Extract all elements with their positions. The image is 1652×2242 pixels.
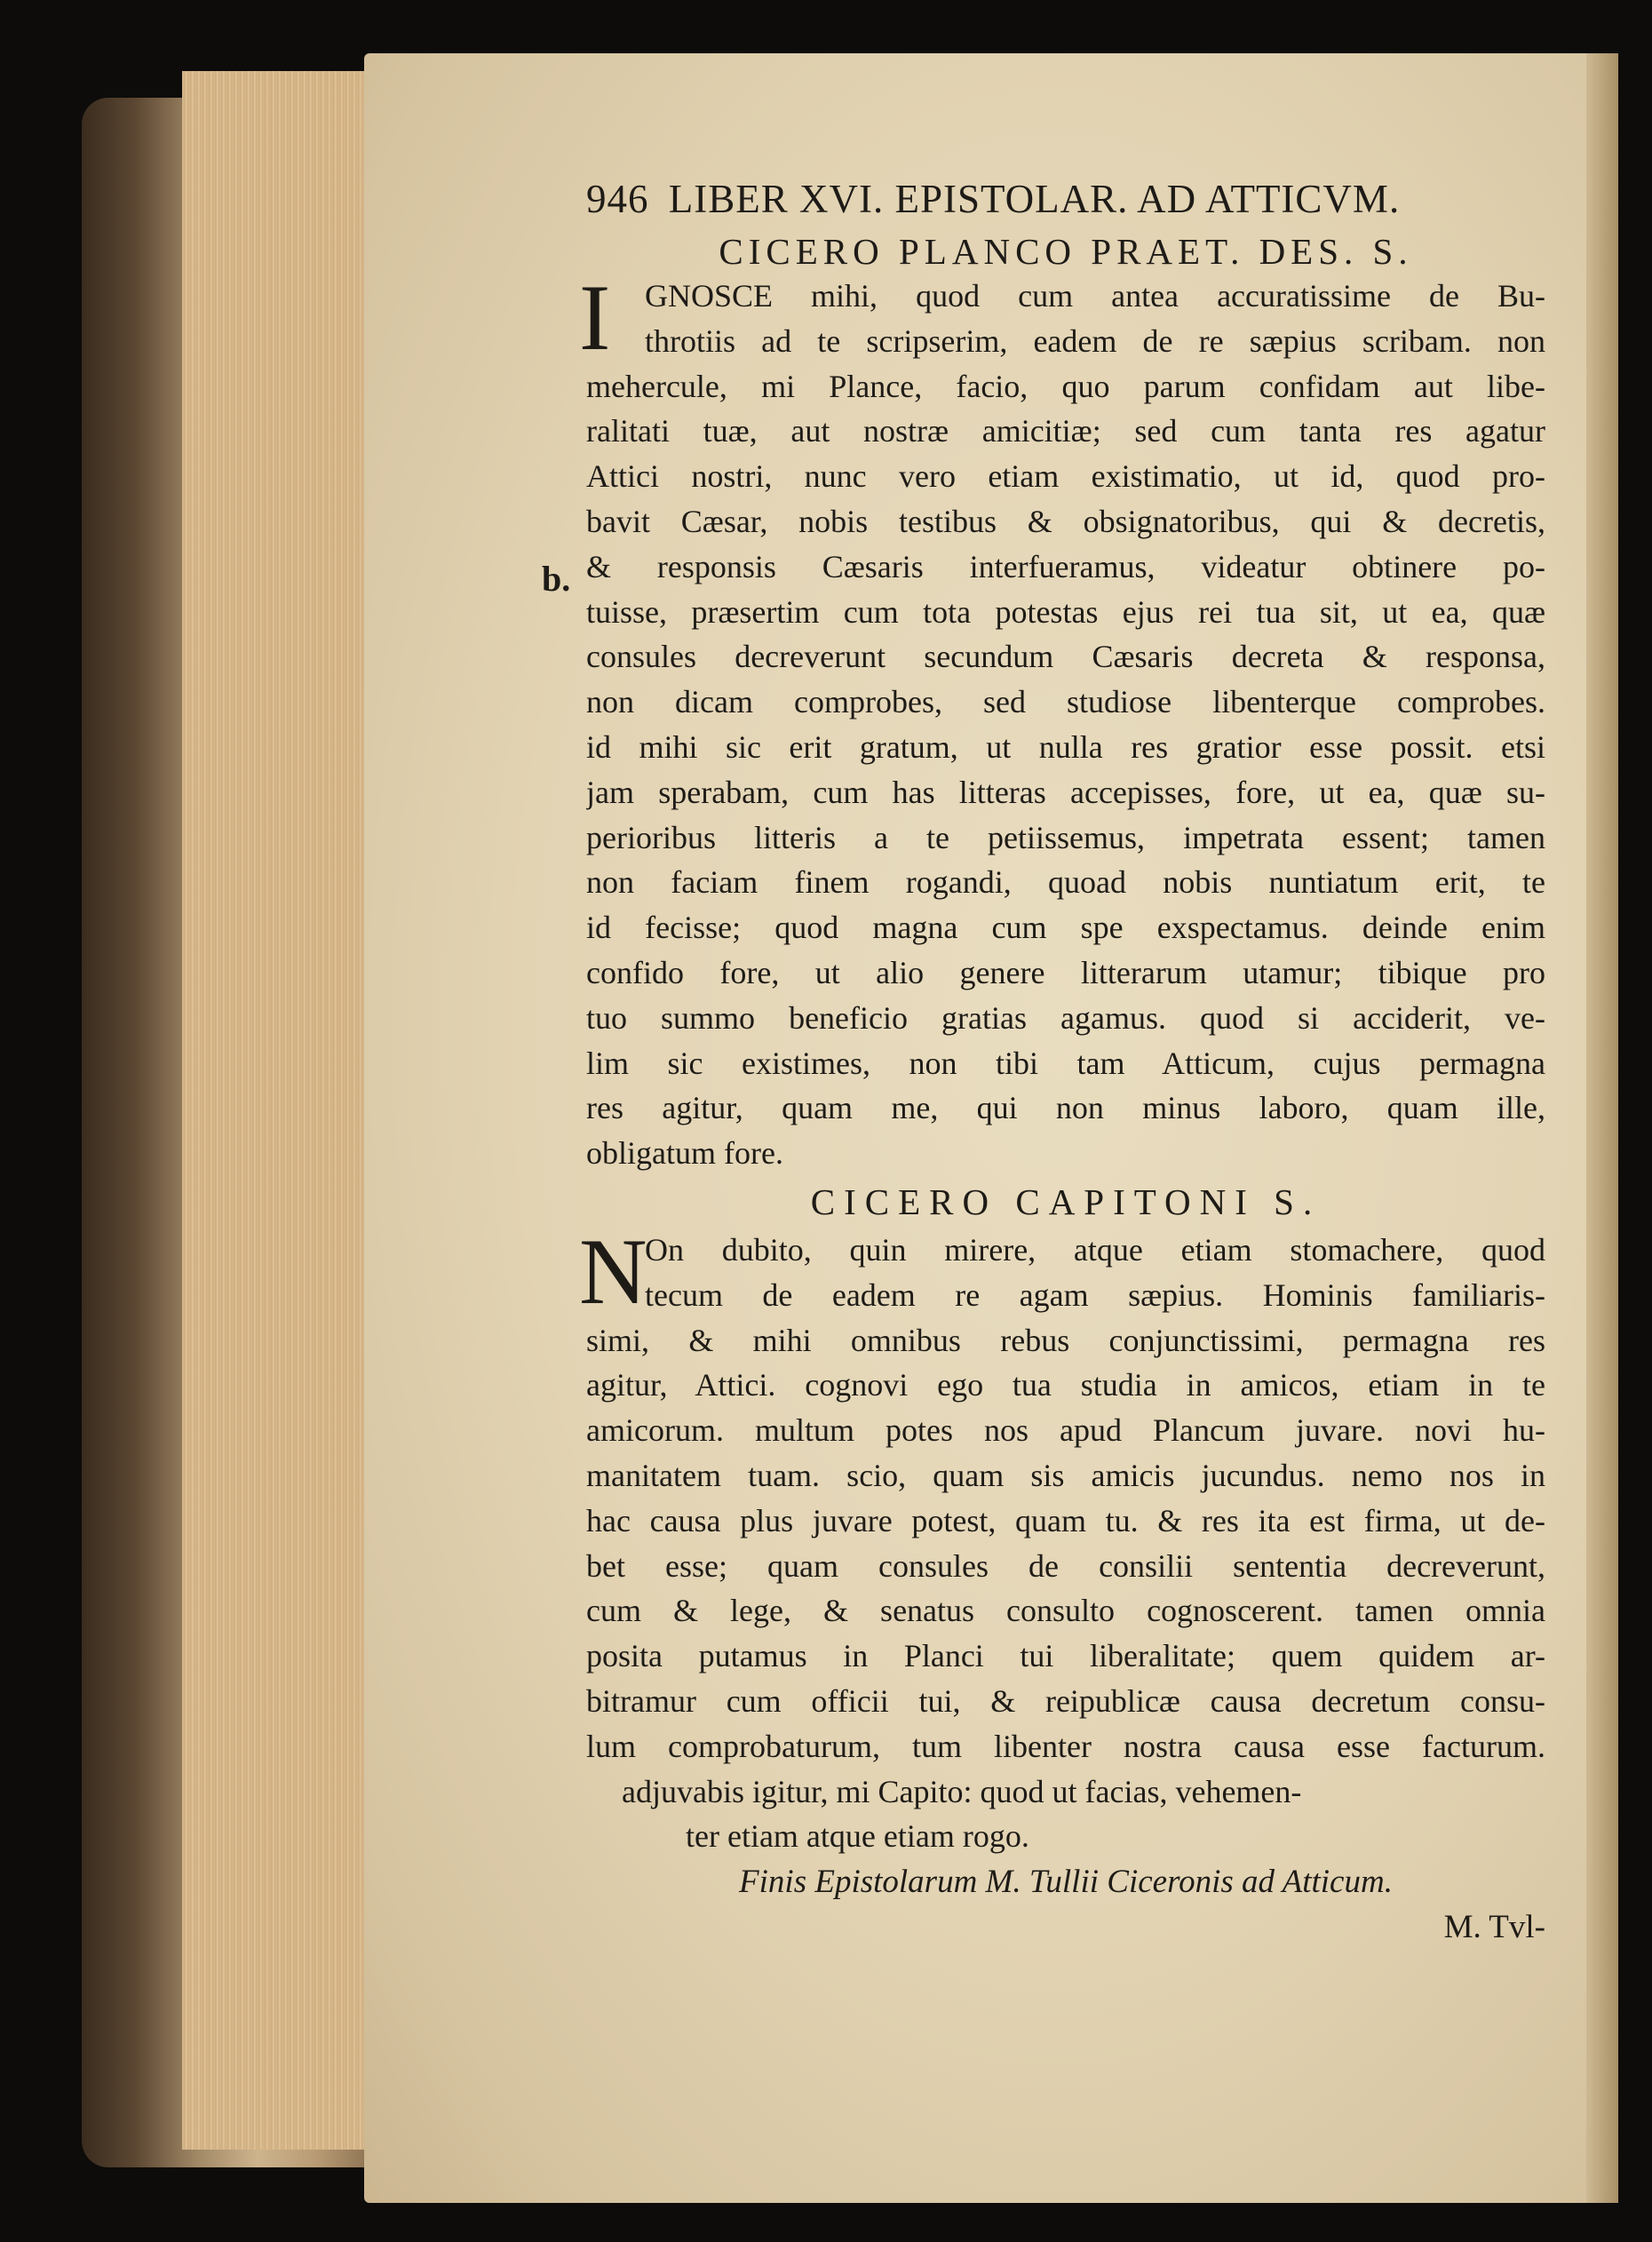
colophon: Finis Epistolarum M. Tullii Ciceronis ad Atticum. — [739, 1863, 1393, 1900]
text-line: id mihi sic erit gratum, ut nulla res gratior esse possit. etsi — [586, 728, 1545, 765]
letter-2-body — [579, 1219, 1545, 1769]
closing-line: adjuvabis igitur, mi Capito: quod ut facias, vehemen- — [622, 1773, 1302, 1809]
letter-1-dropcap: I — [579, 266, 611, 370]
text-line: bitramur cum officii tui, & reipublicæ causa decretum consu- — [586, 1682, 1545, 1719]
text-line: agitur, Attici. cognovi ego tua studia in amicos, etiam in te — [586, 1367, 1545, 1403]
text-line: consules decreverunt secundum Cæsaris decreta & responsa, — [586, 639, 1545, 675]
text-line: confido fore, ut alio genere litterarum utamur; tibique pro — [586, 954, 1545, 990]
letter-2-title: CICERO CAPITONI S. — [810, 1181, 1322, 1222]
margin-note: b. — [542, 559, 571, 599]
text-line: lim sic existimes, non tibi tam Atticum, cujus permagna — [586, 1045, 1545, 1081]
running-title: LIBER XVI. EPISTOLAR. AD ATTICVM. — [668, 177, 1401, 221]
text-line: non faciam finem rogandi, quoad nobis nuntiatum erit, te — [586, 864, 1545, 901]
letter-2-dropcap: N — [579, 1219, 647, 1324]
text-line: & responsis Cæsaris interfueramus, videatur obtinere po- — [586, 548, 1545, 584]
letter-1-title: CICERO PLANCO PRAET. DES. S. — [719, 231, 1413, 272]
page-text — [579, 169, 1545, 1949]
text-line: amicorum. multum potes nos apud Plancum juvare. novi hu- — [586, 1412, 1545, 1449]
text-line: cum & lege, & senatus consulto cognoscerent. tamen omnia — [586, 1593, 1545, 1629]
page-stack-fore-edge — [182, 71, 373, 2150]
text-line: bet esse; quam consules de consilii sententia decreverunt, — [586, 1547, 1545, 1584]
text-line: hac causa plus juvare potest, quam tu. & res ita est firma, ut de- — [586, 1502, 1545, 1538]
text-line: obligatum fore. — [586, 1135, 783, 1172]
letter-1-body — [579, 266, 1545, 1176]
text-line: non dicam comprobes, sed studiose libenterque comprobes. — [586, 684, 1545, 720]
text-line: throtiis ad te scripserim, eadem de re sæpius scribam. non — [645, 322, 1545, 359]
text-line: Attici nostri, nunc vero etiam existimatio, ut id, quod pro- — [586, 458, 1545, 495]
page-gutter — [1586, 53, 1618, 2203]
text-line: tuisse, præsertim cum tota potestas ejus rei tua sit, ut ea, quæ — [586, 593, 1545, 630]
text-line: res agitur, quam me, qui non minus laboro, quam ille, — [586, 1090, 1545, 1126]
closing-line: ter etiam atque etiam rogo. — [686, 1817, 1029, 1854]
text-line: posita putamus in Planci tui liberalitate; quem quidem ar- — [586, 1638, 1545, 1674]
text-line: perioribus litteris a te petiissemus, impetrata essent; tamen — [586, 819, 1545, 855]
text-line: On dubito, quin mirere, atque etiam stomachere, quod — [645, 1231, 1545, 1268]
book-page — [364, 53, 1618, 2203]
text-line: ralitati tuæ, aut nostræ amicitiæ; sed cum tanta res agatur — [586, 413, 1545, 449]
text-line: tecum de eadem re agam sæpius. Hominis familiaris- — [645, 1276, 1545, 1313]
text-line: tuo summo beneficio gratias agamus. quod si acciderit, ve- — [586, 999, 1545, 1036]
text-line: GNOSCE mihi, quod cum antea accuratissime de Bu- — [645, 278, 1545, 314]
text-line: lum comprobaturum, tum libenter nostra causa esse facturum. — [586, 1728, 1545, 1764]
text-line: jam sperabam, cum has litteras accepisses, fore, ut ea, quæ su- — [586, 774, 1545, 810]
text-line: manitatem tuam. scio, quam sis amicis jucundus. nemo nos in — [586, 1457, 1545, 1493]
text-line: id fecisse; quod magna cum spe exspectamus. deinde enim — [586, 910, 1545, 946]
text-line: bavit Cæsar, nobis testibus & obsignatoribus, qui & decretis, — [586, 503, 1545, 539]
page-number: 946 — [586, 177, 649, 221]
text-line: mehercule, mi Plance, facio, quo parum confidam aut libe- — [586, 368, 1545, 404]
text-line: simi, & mihi omnibus rebus conjunctissimi, permagna res — [586, 1322, 1545, 1358]
running-header — [586, 169, 1545, 229]
catchword: M. Tvl- — [1443, 1908, 1545, 1945]
